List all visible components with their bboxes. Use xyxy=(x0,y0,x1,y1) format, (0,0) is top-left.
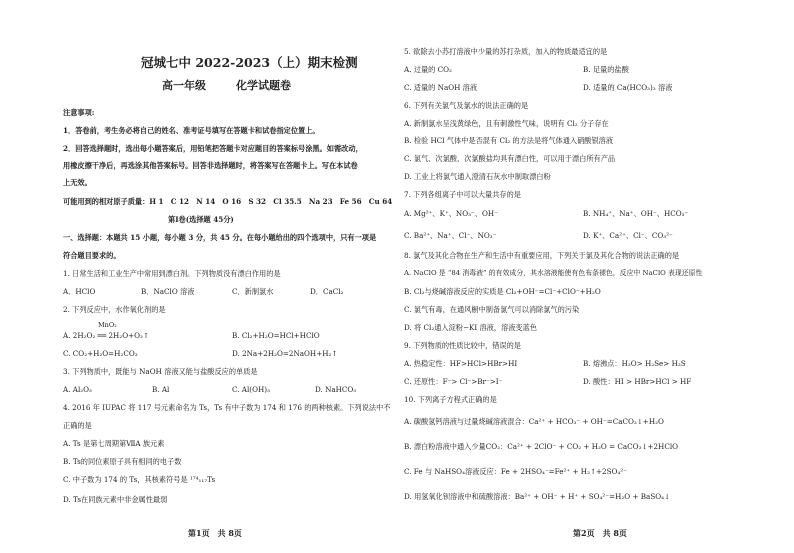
q4-option-a: A. Ts 是第七周期第ⅦA 族元素 xyxy=(63,439,165,448)
q9-option-d: D. 酸性：HI > HBr>HCl > HF xyxy=(583,377,692,386)
q3-option-d: D. NaHCO₃ xyxy=(315,385,357,394)
q6-option-d: D. 工业上将氯气通入澄清石灰水中制取漂白粉 xyxy=(404,172,551,181)
question-10: 10. 下列离子方程式正确的是 xyxy=(404,395,497,404)
q6-option-b: B. 检验 HCl 气体中是否混有 Cl₂ 的方法是将气体通入硝酸银溶液 xyxy=(404,136,614,145)
section-1-instructions-line2: 符合题目要求的。 xyxy=(63,251,121,260)
q4-option-d: D. Ts在同族元素中非金属性最弱 xyxy=(63,495,168,504)
q6-option-a: A. 新制氯水呈浅黄绿色，且有刺激性气味，说明有 Cl₂ 分子存在 xyxy=(404,119,609,128)
q8-option-d: D. 将 Cl₂通入淀粉−KI 溶液，溶液变蓝色 xyxy=(404,323,537,332)
notice-heading: 注意事项: xyxy=(63,108,95,117)
q2-option-c: C. CO₂+H₂O=H₂CO₃ xyxy=(63,349,138,358)
section-1-instructions-line1: 一、选择题：本题共 15 小题，每小题 3 分，共 45 分。在每小题给出的四个选项中，只有一项是 xyxy=(63,233,377,242)
exam-title: 冠城七中 2022-2023（上）期末检测 xyxy=(141,55,358,70)
q1-option-d: D．CaCl₂ xyxy=(310,287,344,296)
grade-label: 高一年级 xyxy=(162,79,206,92)
q3-option-c: C. Al(OH)₃ xyxy=(232,385,270,394)
question-5: 5. 欲除去小苏打溶液中少量的苏打杂质，加入的物质最适宜的是 xyxy=(404,47,608,56)
q4-option-b: B. Ts的同位素原子具有相同的电子数 xyxy=(63,457,182,466)
q8-option-a: A. NaClO 是 “84 消毒液” 的有效成分，其水溶液能使有色布条褪色，反应中 NaClO 表现还原性 xyxy=(404,269,703,277)
question-1: 1. 日常生活和工业生产中常用到漂白剂。下列物质没有漂白作用的是 xyxy=(63,269,281,278)
q1-option-b: B．NaClO 溶液 xyxy=(141,287,195,296)
exam-page-2 xyxy=(397,0,794,553)
q1-option-a: A．HClO xyxy=(63,287,96,296)
notice-2-line3: 上无效。 xyxy=(63,178,92,187)
notice-1: 1．答卷前，考生务必将自己的姓名、准考证号填写在答题卡和试卷指定位置上。 xyxy=(63,126,320,135)
part-1-heading: 第Ⅰ卷(选择题 45分) xyxy=(168,215,234,224)
q7-option-a: A. Mg²⁺、K⁺、NO₃⁻、OH⁻ xyxy=(404,209,498,218)
q10-option-d: D. 用氢氧化钡溶液中和硫酸溶液：Ba²⁺ + OH⁻ + H⁺ + SO₄²⁻=H₂O + BaSO₄↓ xyxy=(404,492,671,501)
subject-label: 化学试题卷 xyxy=(236,79,291,92)
q7-option-b: B. NH₄⁺、Na⁺、OH⁻、HCO₃⁻ xyxy=(583,209,689,218)
q9-option-a: A. 热稳定性：HF>HCl>HBr>HI xyxy=(404,359,518,368)
q5-option-c: C. 适量的 NaOH 溶液 xyxy=(404,83,478,92)
atomic-masses: 可能用到的相对原子质量：H 1 C 12 N 14 O 16 S 32 Cl 35.5 Na 23 Fe 56 Cu 64 xyxy=(63,197,393,206)
question-2: 2. 下列反应中，水作氧化剂的是 xyxy=(63,305,166,314)
q8-option-c: C. 氯气有毒，在通风橱中制备氯气可以消除氯气的污染 xyxy=(404,305,580,314)
q10-option-a: A. 碳酸氢钙溶液与过量烧碱溶液混合：Ca²⁺ + HCO₃⁻ + OH⁻=CaCO₃↓+H₂O xyxy=(404,417,664,426)
q1-option-c: C．新制氯水 xyxy=(232,287,274,296)
q9-option-b: B. 熔沸点：H₂O> H₂Se> H₂S xyxy=(583,359,686,368)
page-footer-1: 第1页 共 8页 xyxy=(188,528,242,538)
q2-option-b: B. Cl₂+H₂O=HCl+HClO xyxy=(232,331,320,340)
question-7: 7. 下列各组离子中可以大量共存的是 xyxy=(404,190,521,199)
notice-2-line1: 2．回答选择题时，选出每小题答案后，用铅笔把答题卡对应题目的答案标号涂黑。如需改动， xyxy=(63,144,363,153)
q9-option-c: C. 还原性：F⁻> Cl⁻>Br⁻>I⁻ xyxy=(404,377,503,386)
notice-2-line2: 用橡皮擦干净后，再选涂其他答案标号。回答非选择题时，将答案写在答题卡上。写在本试卷 xyxy=(63,161,358,170)
page-footer-2: 第2页 共 8页 xyxy=(573,528,627,538)
q4-option-c: C. 中子数为 174 的 Ts，其核素符号是 ¹⁷⁴₁₁₇Ts xyxy=(63,475,216,484)
q7-option-d: D. K⁺、Ca²⁺、Cl⁻、CO₃²⁻ xyxy=(583,231,673,240)
q5-option-b: B. 足量的盐酸 xyxy=(583,65,629,74)
question-6: 6. 下列有关氯气及氯水的说法正确的是 xyxy=(404,101,529,110)
question-3: 3. 下列物质中，既能与 NaOH 溶液又能与盐酸反应的单质是 xyxy=(63,367,258,376)
q2-catalyst: MnO₂ xyxy=(98,321,117,329)
q10-option-c: C. Fe 与 NaHSO₄溶液反应：Fe + 2HSO₄⁻=Fe²⁺ + H₂↑+2SO₄²⁻ xyxy=(404,467,627,476)
q8-option-b: B. Cl₂与烧碱溶液反应的实质是 Cl₂+OH⁻=Cl⁻+ClO⁻+H₂O xyxy=(404,287,601,296)
q3-option-a: A. Al₂O₃ xyxy=(63,385,92,394)
q6-option-c: C. 氯气、次氯酸、次氯酸盐均具有漂白性，可以用于漂白所有产品 xyxy=(404,154,616,163)
question-9: 9. 下列物质的性质比较中，错误的是 xyxy=(404,341,521,350)
q10-option-b: B. 漂白粉溶液中通入少量CO₂：Ca²⁺ + 2ClO⁻ + CO₂ + H₂O = CaCO₃↓+2HClO xyxy=(404,442,679,451)
question-8: 8. 氯气及其化合物在生产和生活中有重要应用，下列关于氯及其化合物的说法正确的是 xyxy=(404,251,680,260)
q5-option-a: A. 过量的 CO₂ xyxy=(404,65,452,74)
question-4-line2: 正确的是 xyxy=(63,421,92,430)
question-4-line1: 4. 2016 年 IUPAC 将 117 号元素命名为 Ts，Ts 有中子数为 174 和 176 的两种核素。下列说法中不 xyxy=(63,403,391,412)
q2-option-d: D. 2Na+2H₂O=2NaOH+H₂↑ xyxy=(232,349,338,358)
q3-option-b: B. Al xyxy=(152,385,170,394)
q7-option-c: C. Ba²⁺、Na⁺、Cl⁻、NO₃⁻ xyxy=(404,231,497,240)
q5-option-d: D. 适量的 Ca(HCO₃)₂ 溶液 xyxy=(583,83,673,92)
q2-option-a: A. 2H₂O₂ ══ 2H₂O+O₂↑ xyxy=(63,331,149,340)
